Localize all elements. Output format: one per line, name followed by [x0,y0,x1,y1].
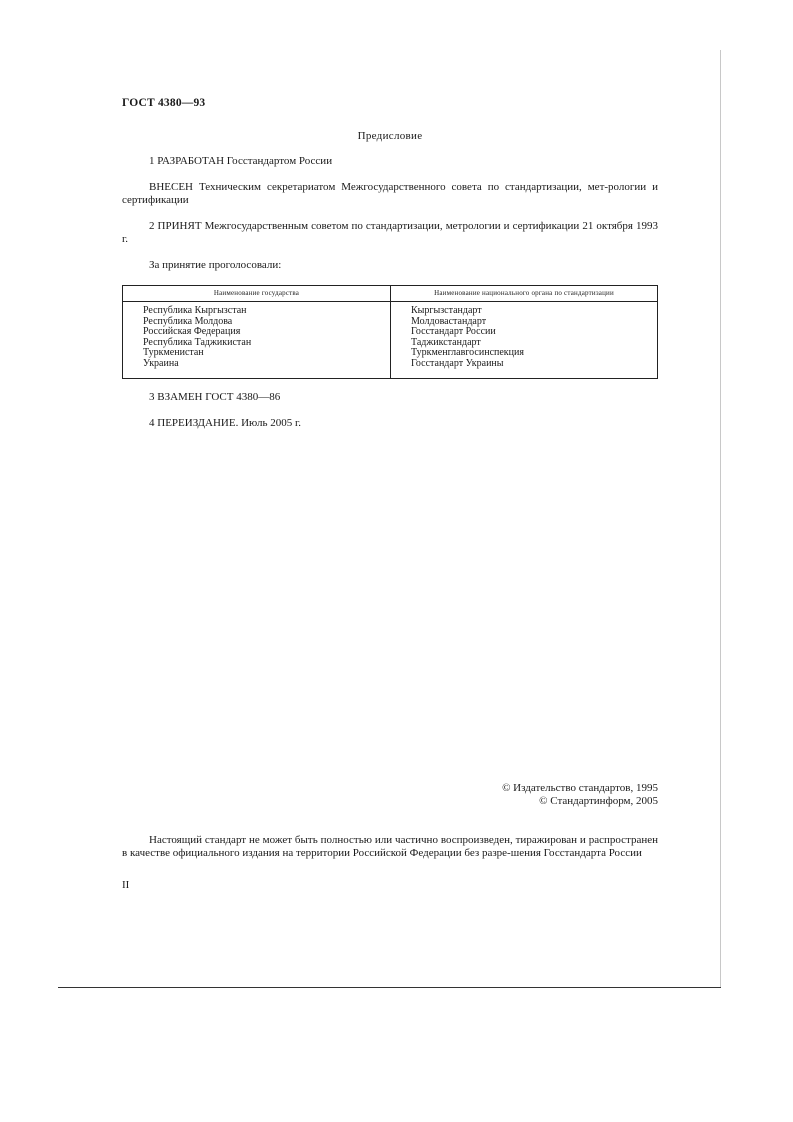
document-code: ГОСТ 4380—93 [122,97,206,109]
table-cell-national-body: Кыргызстандарт [411,305,482,316]
table-cell-state: Республика Таджикистан [143,336,252,348]
table-header-state: Наименование государства [213,289,300,297]
table-cell-national-body: Молдовастандарт [411,315,487,327]
table-column-states [143,306,251,369]
page-number: II [122,879,130,891]
copyright-block [380,782,658,808]
table-cell-state: Туркменистан [143,347,204,358]
table-cell-national-body: Госстандарт России [411,326,496,337]
voting-table [122,285,658,379]
table-header-divider [123,301,657,302]
table-column-divider [390,286,391,378]
copyright-line-1: © Издательство стандартов, 1995 [502,782,658,794]
table-cell-national-body: Госстандарт Украины [411,357,504,369]
table-cell-state: Республика Кыргызстан [143,305,247,316]
paragraph-voted-for: За принятие проголосовали: [149,259,282,271]
preface-title: Предисловие [357,130,423,142]
paragraph-adopted-by: 2 ПРИНЯТ Межгосударственным советом по стандартизации, метрологии и сертификации 21 октября 1993 г. [122,220,658,245]
table-cell-state: Республика Молдова [143,315,233,327]
table-cell-state: Российская Федерация [143,326,241,337]
table-cell-national-body: Туркменглавгосинспекция [411,347,524,358]
paragraph-reissue: 4 ПЕРЕИЗДАНИЕ. Июль 2005 г. [149,417,302,429]
paragraph-developed-by: 1 РАЗРАБОТАН Госстандартом России [149,155,333,167]
table-cell-national-body: Таджикстандарт [411,336,481,348]
copyright-line-2: © Стандартинформ, 2005 [539,795,658,807]
table-header-national-body: Наименование национального органа по стандартизации [434,289,614,297]
table-column-national-bodies [411,306,524,369]
page-edge-bottom [58,987,721,988]
paragraph-introduced-by: ВНЕСЕН Техническим секретариатом Межгосударственного совета по стандартизации, мет-рологии и сертификации [122,181,658,206]
page-edge-right [720,50,721,988]
reproduction-notice: Настоящий стандарт не может быть полностью или частично воспроизведен, тиражирован и распространен в качестве официального издания на территории Российской Федерации без разре-шения Госстандарта России [122,834,658,859]
table-cell-state: Украина [143,357,179,369]
paragraph-replaces: 3 ВЗАМЕН ГОСТ 4380—86 [149,391,281,403]
